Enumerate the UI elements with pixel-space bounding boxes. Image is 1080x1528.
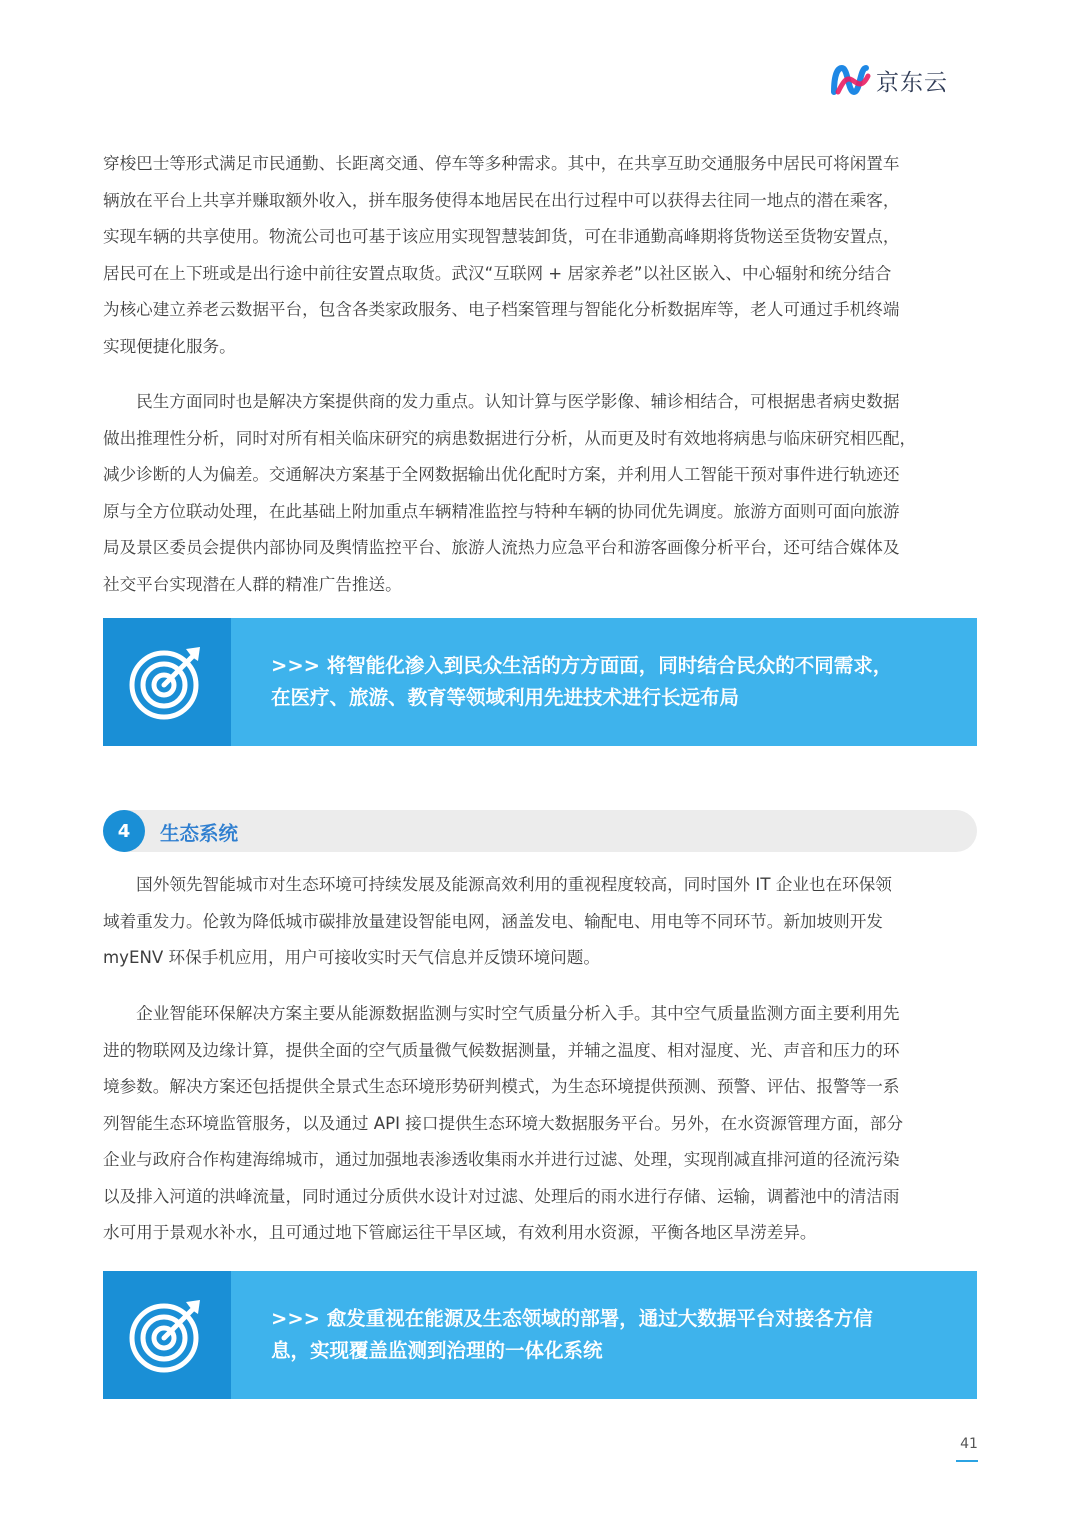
callout-icon-box	[103, 618, 231, 746]
text-line: 进的物联网及边缘计算，提供全面的空气质量微气候数据测量，并辅之温度、相对湿度、光、声音和压力的环	[103, 1040, 900, 1060]
callout-box-2	[103, 1271, 977, 1399]
text-line: myENV 环保手机应用，用户可接收实时天气信息并反馈环境问题。	[103, 948, 600, 967]
logo-text: 京东云	[876, 69, 948, 96]
text-line: 境参数。解决方案还包括提供全景式生态环境形势研判模式，为生态环境提供预测、预警、评估、报警等一系	[103, 1077, 900, 1096]
paragraph-4	[103, 996, 977, 1252]
text-line: 原与全方位联动处理，在此基础上附加重点车辆精准监控与特种车辆的协同优先调度。旅游方面则可面向旅游	[103, 501, 900, 521]
callout-line: 在医疗、旅游、教育等领域利用先进技术进行长远布局	[271, 686, 740, 709]
callout-icon-box	[103, 1271, 231, 1399]
section-title: 生态系统	[160, 822, 239, 845]
text-line: 民生方面同时也是解决方案提供商的发力重点。认知计算与医学影像、辅诊相结合，可根据患者病史数据	[103, 392, 900, 411]
text-line: 实现便捷化服务。	[103, 336, 236, 356]
text-line: 企业智能环保解决方案主要从能源数据监测与实时空气质量分析入手。其中空气质量监测方面主要利用先	[103, 1004, 900, 1023]
callout-line: 息，实现覆盖监测到治理的一体化系统	[271, 1339, 603, 1362]
paragraph-3	[103, 867, 977, 977]
text-line: 做出推理性分析，同时对所有相关临床研究的病患数据进行分析，从而更及时有效地将病患与临床研究相匹配，	[103, 428, 917, 448]
text-line: 域着重发力。伦敦为降低城市碳排放量建设智能电网，涵盖发电、输配电、用电等不同环节。新加坡则开发	[103, 911, 883, 931]
text-line: 局及景区委员会提供内部协同及舆情监控平台、旅游人流热力应急平台和游客画像分析平台，还可结合媒体及	[103, 538, 900, 557]
text-line: 企业与政府合作构建海绵城市，通过加强地表渗透收集雨水并进行过滤、处理，实现削减直排河道的径流污染	[103, 1150, 900, 1169]
callout-line: >>> 愈发重视在能源及生态领域的部署，通过大数据平台对接各方信	[271, 1307, 873, 1330]
text-line: 减少诊断的人为偏差。交通解决方案基于全网数据输出优化配时方案，并利用人工智能干预对事件进行轨迹还	[103, 465, 900, 484]
callout-text-1	[271, 650, 951, 714]
paragraph-1	[103, 146, 977, 365]
text-line: 以及排入河道的洪峰流量，同时通过分质供水设计对过滤、处理后的雨水进行存储、运输，调蓄池中的清洁雨	[103, 1186, 900, 1206]
page-number: 41	[960, 1436, 978, 1452]
brand-logo	[830, 58, 948, 102]
text-line: 社交平台实现潜在人群的精准广告推送。	[103, 574, 402, 594]
text-line: 实现车辆的共享使用。物流公司也可基于该应用实现智慧装卸货，可在非通勤高峰期将货物送至货物安置点，	[103, 227, 900, 246]
text-line: 辆放在平台上共享并赚取额外收入，拼车服务使得本地居民在出行过程中可以获得去往同一地点的潜在乘客，	[103, 190, 900, 210]
text-line: 为核心建立养老云数据平台，包含各类家政服务、电子档案管理与智能化分析数据库等，老人可通过手机终端	[103, 300, 900, 319]
paragraph-2	[103, 384, 977, 603]
callout-line: >>> 将智能化渗入到民众生活的方方面面，同时结合民众的不同需求，	[271, 654, 893, 677]
text-line: 列智能生态环境监管服务，以及通过 API 接口提供生态环境大数据服务平台。另外，在水资源管理方面，部分	[103, 1113, 904, 1133]
target-icon	[128, 1296, 206, 1374]
jdcloud-logo-icon	[830, 62, 872, 98]
callout-text-2	[271, 1303, 951, 1367]
section-number: 4	[103, 810, 145, 852]
text-line: 居民可在上下班或是出行途中前往安置点取货。武汉“互联网 + 居家养老”以社区嵌入、中心辐射和统分结合	[103, 263, 892, 283]
callout-box-1	[103, 618, 977, 746]
target-icon	[128, 643, 206, 721]
page-number-underline	[956, 1460, 978, 1462]
text-line: 水可用于景观水补水，且可通过地下管廊运往干旱区域，有效利用水资源，平衡各地区旱涝差异。	[103, 1223, 817, 1242]
text-line: 穿梭巴士等形式满足市民通勤、长距离交通、停车等多种需求。其中，在共享互助交通服务中居民可将闲置车	[103, 154, 900, 173]
text-line: 国外领先智能城市对生态环境可持续发展及能源高效利用的重视程度较高，同时国外 IT 企业也在环保领	[103, 875, 892, 894]
